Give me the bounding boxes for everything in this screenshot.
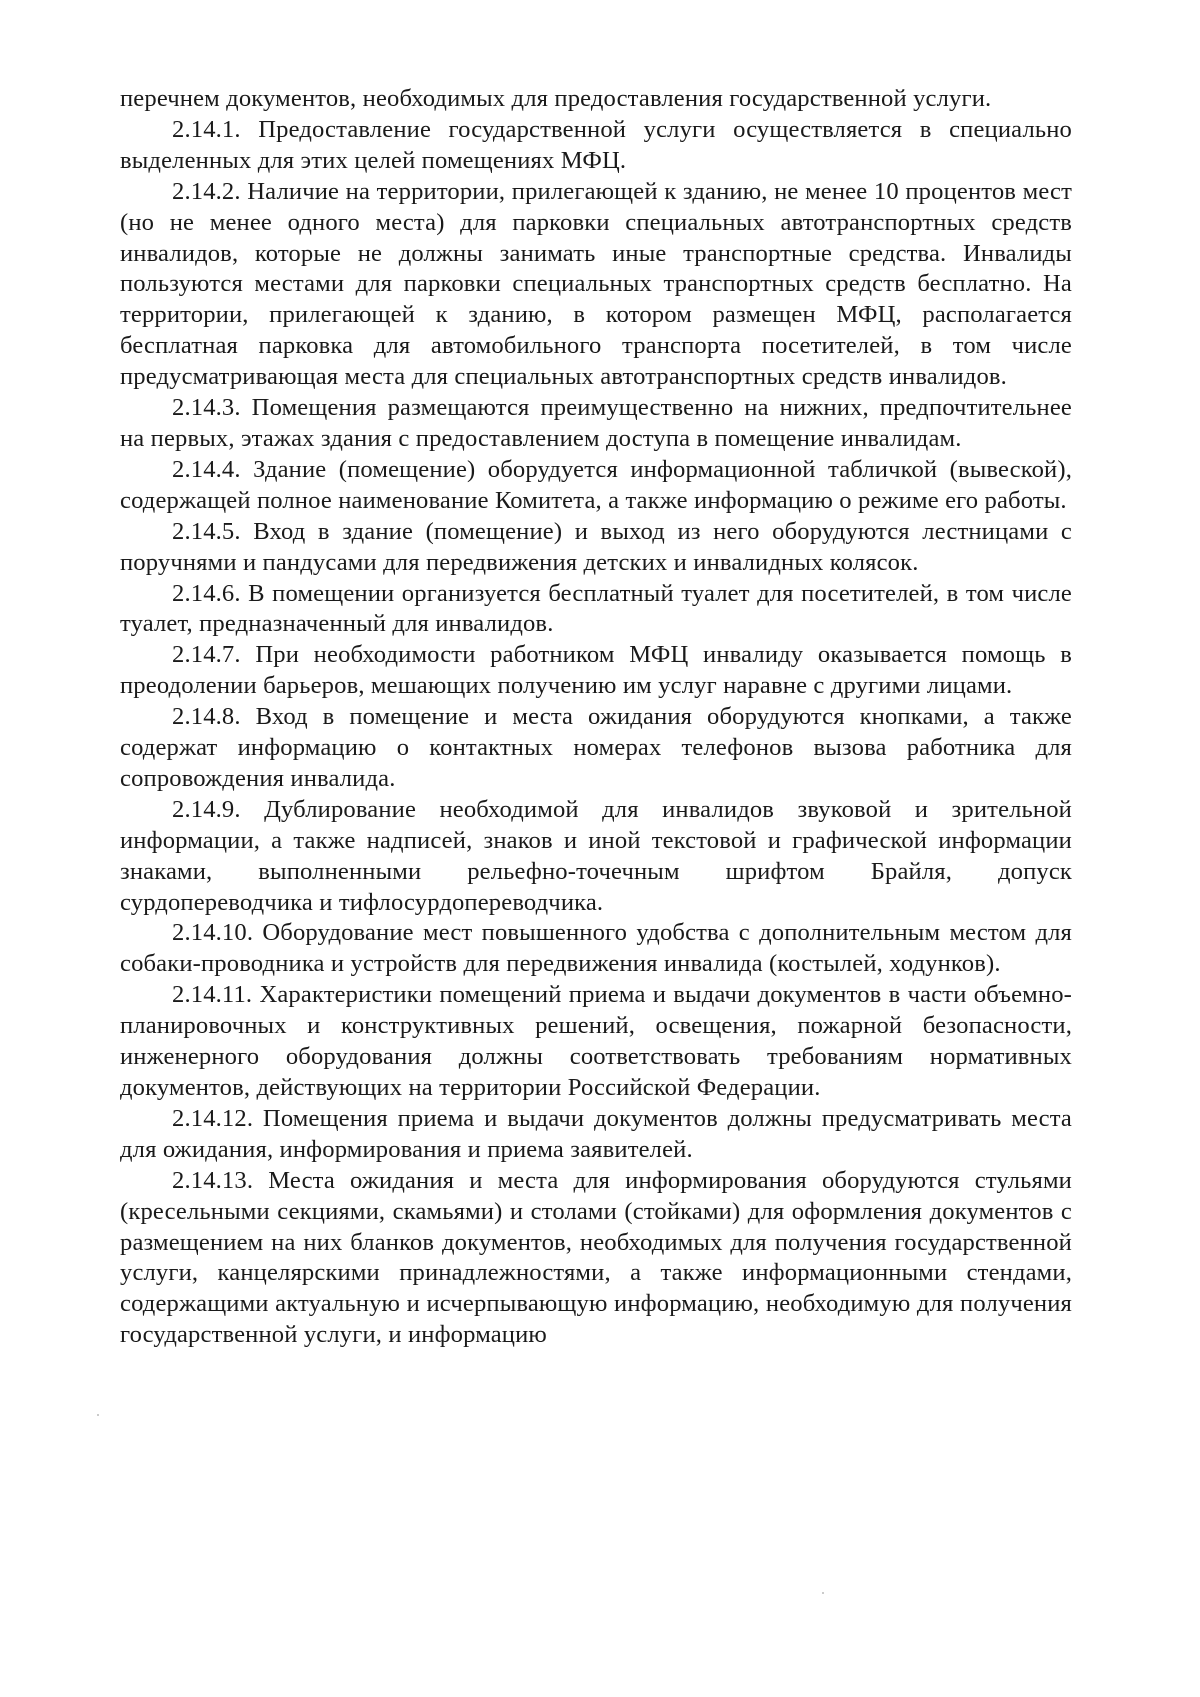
paragraph-2-14-4: 2.14.4. Здание (помещение) оборудуется информационной табличкой (вывеской), содержащей полное наименование Комитета, а также информацию о режиме его работы. — [120, 455, 1072, 514]
paragraph-2-14-2: 2.14.2. Наличие на территории, прилегающей к зданию, не менее 10 процентов мест (но не менее одного места) для парковки специальных автотранспортных средств инвалидов, которые не должны занимать иные транспортные средства. Инвалиды пользуются местами для парковки специальных транспортных средств бесплатно. На территории, прилегающей к зданию, в котором размещен МФЦ, располагается бесплатная парковка для автомобильного транспорта посетителей, в том числе предусматривающая места для специальных автотранспортных средств инвалидов. — [120, 177, 1072, 391]
paragraph-2-14-6: 2.14.6. В помещении организуется бесплатный туалет для посетителей, в том числе туалет, предназначенный для инвалидов. — [120, 579, 1072, 638]
document-body — [120, 84, 1072, 1351]
scan-speck — [97, 1414, 99, 1416]
paragraph-2-14-10: 2.14.10. Оборудование мест повышенного удобства с дополнительным местом для собаки-проводника и устройств для передвижения инвалида (костылей, ходунков). — [120, 919, 1072, 978]
paragraph-intro: перечнем документов, необходимых для предоставления государственной услуги. — [120, 85, 992, 112]
paragraph-2-14-1: 2.14.1. Предоставление государственной услуги осуществляется в специально выделенных для этих целей помещениях МФЦ. — [120, 115, 1072, 174]
paragraph-2-14-7: 2.14.7. При необходимости работником МФЦ инвалиду оказывается помощь в преодолении барьеров, мешающих получению им услуг наравне с другими лицами. — [120, 641, 1072, 700]
paragraph-2-14-11: 2.14.11. Характеристики помещений приема и выдачи документов в части объемно-планировочных и конструктивных решений, освещения, пожарной безопасности, инженерного оборудования должны соответствовать требованиям нормативных документов, действующих на территории Российской Федерации. — [120, 981, 1072, 1101]
paragraph-2-14-13: 2.14.13. Места ожидания и места для информирования оборудуются стульями (кресельными секциями, скамьями) и столами (стойками) для оформления документов с размещением на них бланков документов, необходимых для получения государственной услуги, канцелярскими принадлежностями, а также информационными стендами, содержащими актуальную и исчерпывающую информацию, необходимую для получения государственной услуги, и информацию — [120, 1166, 1072, 1349]
paragraph-2-14-3: 2.14.3. Помещения размещаются преимущественно на нижних, предпочтительнее на первых, этажах здания с предоставлением доступа в помещение инвалидам. — [120, 394, 1072, 452]
paragraph-2-14-5: 2.14.5. Вход в здание (помещение) и выход из него оборудуются лестницами с поручнями и пандусами для передвижения детских и инвалидных колясок. — [120, 517, 1072, 576]
paragraph-2-14-12: 2.14.12. Помещения приема и выдачи документов должны предусматривать места для ожидания, информирования и приема заявителей. — [120, 1104, 1072, 1163]
paragraph-2-14-8: 2.14.8. Вход в помещение и места ожидания оборудуются кнопками, а также содержат информацию о контактных номерах телефонов вызова работника для сопровождения инвалида. — [120, 703, 1072, 792]
paragraph-2-14-9: 2.14.9. Дублирование необходимой для инвалидов звуковой и зрительной информации, а также надписей, знаков и иной текстовой и графической информации знаками, выполненными рельефно-точечным шрифтом Брайля, допуск сурдопереводчика и тифлосурдопереводчика. — [120, 795, 1072, 916]
scan-speck — [822, 1592, 824, 1594]
